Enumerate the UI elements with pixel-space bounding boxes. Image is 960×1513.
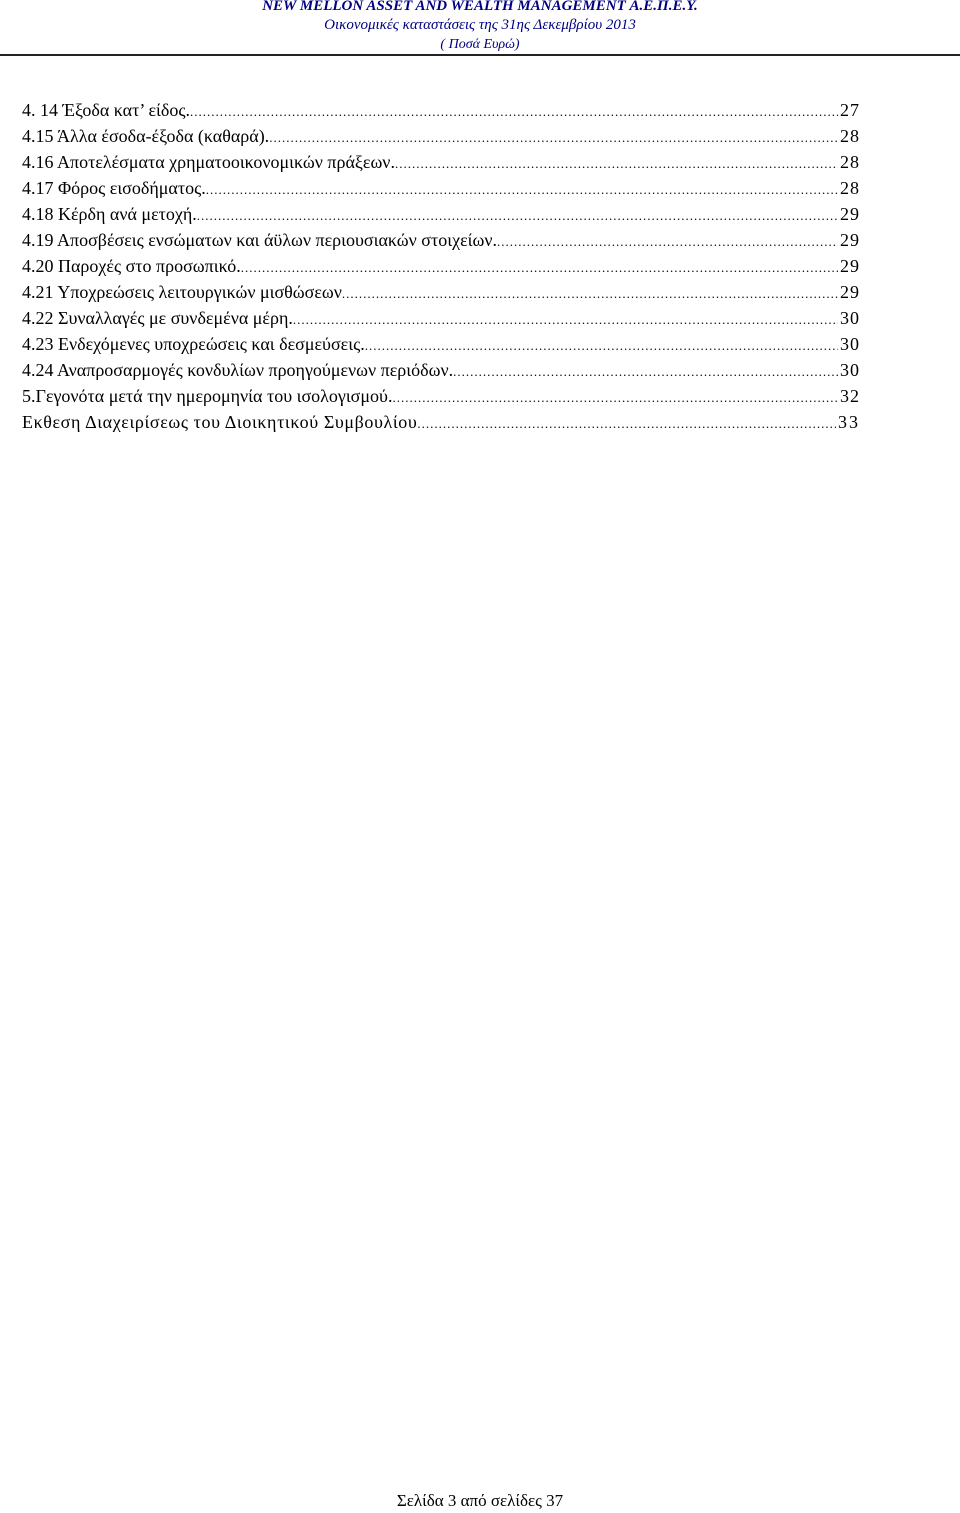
- toc-entry[interactable]: [22, 253, 860, 279]
- toc-entry[interactable]: [22, 123, 860, 149]
- toc-entry-page: 29: [840, 256, 860, 276]
- toc-entry[interactable]: [22, 201, 860, 227]
- toc-entry-page: 30: [840, 308, 860, 328]
- toc-entry-label: 4.17 Φόρος εισοδήματος.: [22, 178, 206, 198]
- toc-entry[interactable]: [22, 279, 860, 305]
- statements-subtitle: Οικονομικές καταστάσεις της 31ης Δεκεμβρίου 2013: [324, 17, 636, 33]
- toc-entry-page: 29: [840, 282, 860, 302]
- page-header: [0, 0, 960, 55]
- toc-dot-leader: [453, 359, 838, 385]
- toc-entry[interactable]: [22, 383, 860, 409]
- toc-entry-label: 4.16 Αποτελέσματα χρηματοοικονομικών πράξεων.: [22, 152, 395, 172]
- toc-dot-leader: [190, 99, 838, 125]
- toc-entry[interactable]: [22, 97, 860, 123]
- toc-entry-label: 4. 14 Έξοδα κατ’ είδος.: [22, 100, 191, 120]
- toc-dot-leader: [197, 203, 838, 229]
- toc-entry-label: 4.22 Συναλλαγές με συνδεμένα μέρη.: [22, 308, 293, 328]
- toc-entry-page: 30: [840, 334, 860, 354]
- toc-entry-label: 4.24 Αναπροσαρμογές κονδυλίων προηγούμενων περιόδων.: [22, 360, 454, 380]
- company-name: NEW MELLON ASSET AND WEALTH MANAGEMENT Α.Ε.Π.Ε.Υ.: [262, 0, 698, 14]
- toc-entry-label: 4.15 Άλλα έσοδα-έξοδα (καθαρά).: [22, 126, 270, 146]
- toc-dot-leader: [206, 177, 838, 203]
- toc-entry-label: Εκθεση Διαχειρίσεως του Διοικητικού Συμβουλίου: [22, 412, 418, 432]
- toc-entry-label: 4.21 Υποχρεώσεις λειτουργικών μισθώσεων: [22, 282, 342, 302]
- toc-entry[interactable]: [22, 227, 860, 253]
- toc-dot-leader: [365, 333, 838, 359]
- toc-entry-page: 28: [840, 178, 860, 198]
- toc-entry-label: 4.23 Ενδεχόμενες υποχρεώσεις και δεσμεύσεις.: [22, 334, 365, 354]
- toc-entry-label: 4.19 Αποσβέσεις ενσώματων και άϋλων περιουσιακών στοιχείων.: [22, 230, 497, 250]
- toc-entry-page: 27: [840, 100, 860, 120]
- toc-entry-page: 29: [840, 230, 860, 250]
- currency-note: ( Ποσά Ευρώ): [440, 37, 520, 52]
- toc-entry-page: 30: [840, 360, 860, 380]
- toc-entry[interactable]: [22, 409, 860, 435]
- toc-dot-leader: [497, 229, 838, 255]
- header-divider: [0, 54, 960, 56]
- toc-entry-page: 29: [840, 204, 860, 224]
- toc-entry[interactable]: [22, 331, 860, 357]
- toc-dot-leader: [395, 151, 838, 177]
- toc-entry[interactable]: [22, 305, 860, 331]
- toc-entry-page: 32: [840, 386, 860, 406]
- toc-entry-label: 4.18 Κέρδη ανά μετοχή.: [22, 204, 197, 224]
- toc-dot-leader: [293, 307, 838, 333]
- toc-entry-page: 28: [840, 152, 860, 172]
- toc-dot-leader: [417, 411, 836, 437]
- toc-dot-leader: [342, 281, 838, 307]
- toc-entry[interactable]: [22, 149, 860, 175]
- toc-entry-page: 28: [840, 126, 860, 146]
- toc-dot-leader: [269, 125, 838, 151]
- page-number-footer: Σελίδα 3 από σελίδες 37: [396, 1491, 564, 1510]
- toc-entry-page: 33: [838, 412, 860, 432]
- toc-entry-label: 5.Γεγονότα μετά την ημερομηνία του ισολογισμού.: [22, 386, 393, 406]
- table-of-contents: [22, 97, 860, 435]
- toc-dot-leader: [241, 255, 838, 281]
- toc-entry[interactable]: [22, 357, 860, 383]
- toc-dot-leader: [392, 385, 838, 411]
- toc-entry[interactable]: [22, 175, 860, 201]
- toc-entry-label: 4.20 Παροχές στο προσωπικό.: [22, 256, 241, 276]
